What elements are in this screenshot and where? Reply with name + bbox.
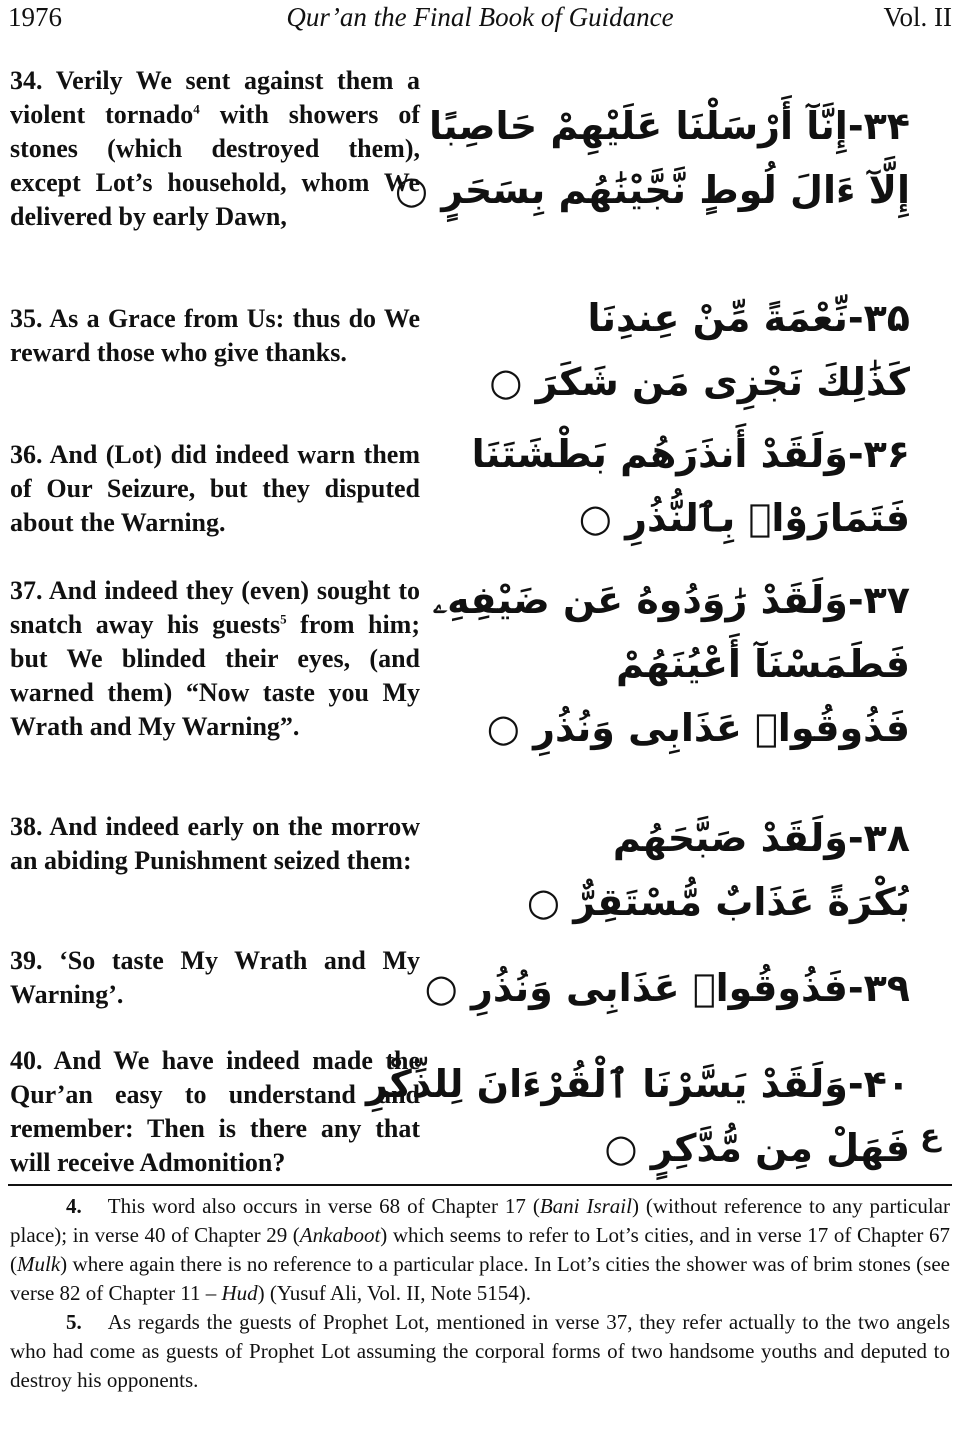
verse-38-arabic [470,806,910,934]
verse-text: Verily We sent against them a violent tornado [10,66,421,129]
ruku-section-mark: ع [920,1118,941,1153]
verse-38-translation [10,810,420,878]
footnote-number: 4. [66,1194,82,1218]
arabic-line: بُكْرَةً عَذَابٌ مُّسْتَقِرٌّ ○ [526,880,910,924]
verse-number: 36. [10,440,43,469]
verse-number: 34. [10,66,43,95]
footnotes [10,1192,950,1395]
chapter-name: Mulk [17,1252,61,1276]
verse-text: And (Lot) did indeed warn them of Our Seizure, but they disputed about the Warning. [10,440,420,537]
verse-36-translation [10,438,420,540]
verse-40-arabic [365,1052,910,1180]
volume-label: Vol. II [883,2,952,32]
verse-34-translation [10,64,420,234]
verse-37-translation [10,574,420,744]
verse-text: And indeed they (even) sought to snatch away his guests [10,576,421,639]
arabic-line: ۳۷-وَلَقَدْ رَٰوَدُوهُ عَن ضَيْفِهِۦ [432,578,910,622]
footnote-text: ) (without reference to any particular place); in verse 40 of Chapter 29 ( [10,1194,950,1247]
chapter-name: Ankaboot [299,1223,381,1247]
footnote-text: ) which seems to refer to Lot’s cities, and in verse 17 of Chapter 67 ( [10,1223,950,1276]
arabic-line: ۳۹-فَذُوقُوا۟ عَذَابِى وَنُذُرِ ○ [424,966,910,1010]
arabic-line: ۳۴-إِنَّآ أَرْسَلْنَا عَلَيْهِمْ حَاصِبًا [429,104,910,148]
arabic-line: إِلَّآ ءَالَ لُوطٍ نَّجَّيْنَٰهُم بِسَحَرٍ ○ [394,168,910,212]
footnote-5 [10,1308,950,1395]
verse-35-translation [10,302,420,370]
verse-number: 39. [10,946,43,975]
footnote-4 [10,1192,950,1308]
verse-text-cont: from him; but We blinded their eyes, (and warned them) “Now taste you My Wrath and My Warning”. [10,610,420,741]
verse-35-arabic [470,286,910,414]
verse-text-cont: with showers of stones (which destroyed them), except Lot’s household, whom We delivered by early Dawn, [10,100,420,231]
footnote-number: 5. [66,1310,82,1334]
footnote-text: As regards the guests of Prophet Lot, mentioned in verse 37, they refer actually to the two angels who had come as guests of Prophet Lot assuming the corporal forms of two handsome youths and deputed to destroy his opponents. [10,1310,950,1392]
arabic-line: ۴۰-وَلَقَدْ يَسَّرْنَا ٱلْقُرْءَانَ لِلذِّكْرِ [365,1062,910,1106]
verse-39-translation [10,944,420,1012]
arabic-line: ۳۶-وَلَقَدْ أَنذَرَهُم بَطْشَتَنَا [471,432,910,476]
verse-40-translation [10,1044,420,1180]
arabic-line: ۳۸-وَلَقَدْ صَبَّحَهُم [612,816,910,860]
verse-text: And indeed early on the morrow an abiding Punishment seized them: [10,812,420,875]
verse-39-arabic [424,956,910,1020]
page-header [0,0,960,40]
verse-34-arabic [394,94,910,222]
arabic-line: كَذَٰلِكَ نَجْزِى مَن شَكَرَ ○ [489,360,910,404]
chapter-name: Hud [221,1281,258,1305]
page-number: 1976 [8,2,62,32]
footnote-text: ) where again there is no reference to a particular place. In Lot’s cities the shower was of brim stones (see verse 82 of Chapter 11 – [10,1252,950,1305]
verse-36-arabic [470,422,910,550]
verse-number: 38. [10,812,43,841]
verse-number: 40. [10,1046,43,1075]
footnote-ref: 5 [280,611,287,627]
footnote-text: This word also occurs in verse 68 of Chapter 17 ( [107,1194,540,1218]
chapter-name: Bani Israil [539,1194,632,1218]
verse-number: 37. [10,576,43,605]
arabic-line: ۳۵-نِّعْمَةً مِّنْ عِندِنَا [587,296,910,340]
verse-number: 35. [10,304,43,333]
footnote-divider [8,1184,952,1186]
verse-text: ‘So taste My Wrath and My Warning’. [10,946,421,1009]
arabic-line: فَطَمَسْنَآ أَعْيُنَهُمْ [616,642,910,686]
arabic-line: فَذُوقُوا۟ عَذَابِى وَنُذُرِ ○ [486,706,910,750]
verse-text: As a Grace from Us: thus do We reward those who give thanks. [10,304,420,367]
book-title: Qur’an the Final Book of Guidance [286,2,674,32]
footnote-text: ) (Yusuf Ali, Vol. II, Note 5154). [257,1281,532,1305]
arabic-line: فَتَمَارَوْا۟ بِٱلنُّذُرِ ○ [578,496,910,540]
arabic-line: فَهَلْ مِن مُّدَّكِرٍ ○ [604,1126,910,1170]
footnote-ref: 4 [193,101,200,117]
verse-37-arabic [432,568,910,760]
verse-text: And We have indeed made the Qur’an easy to understand and remember: Then is there any that will receive Admonition? [10,1046,420,1177]
